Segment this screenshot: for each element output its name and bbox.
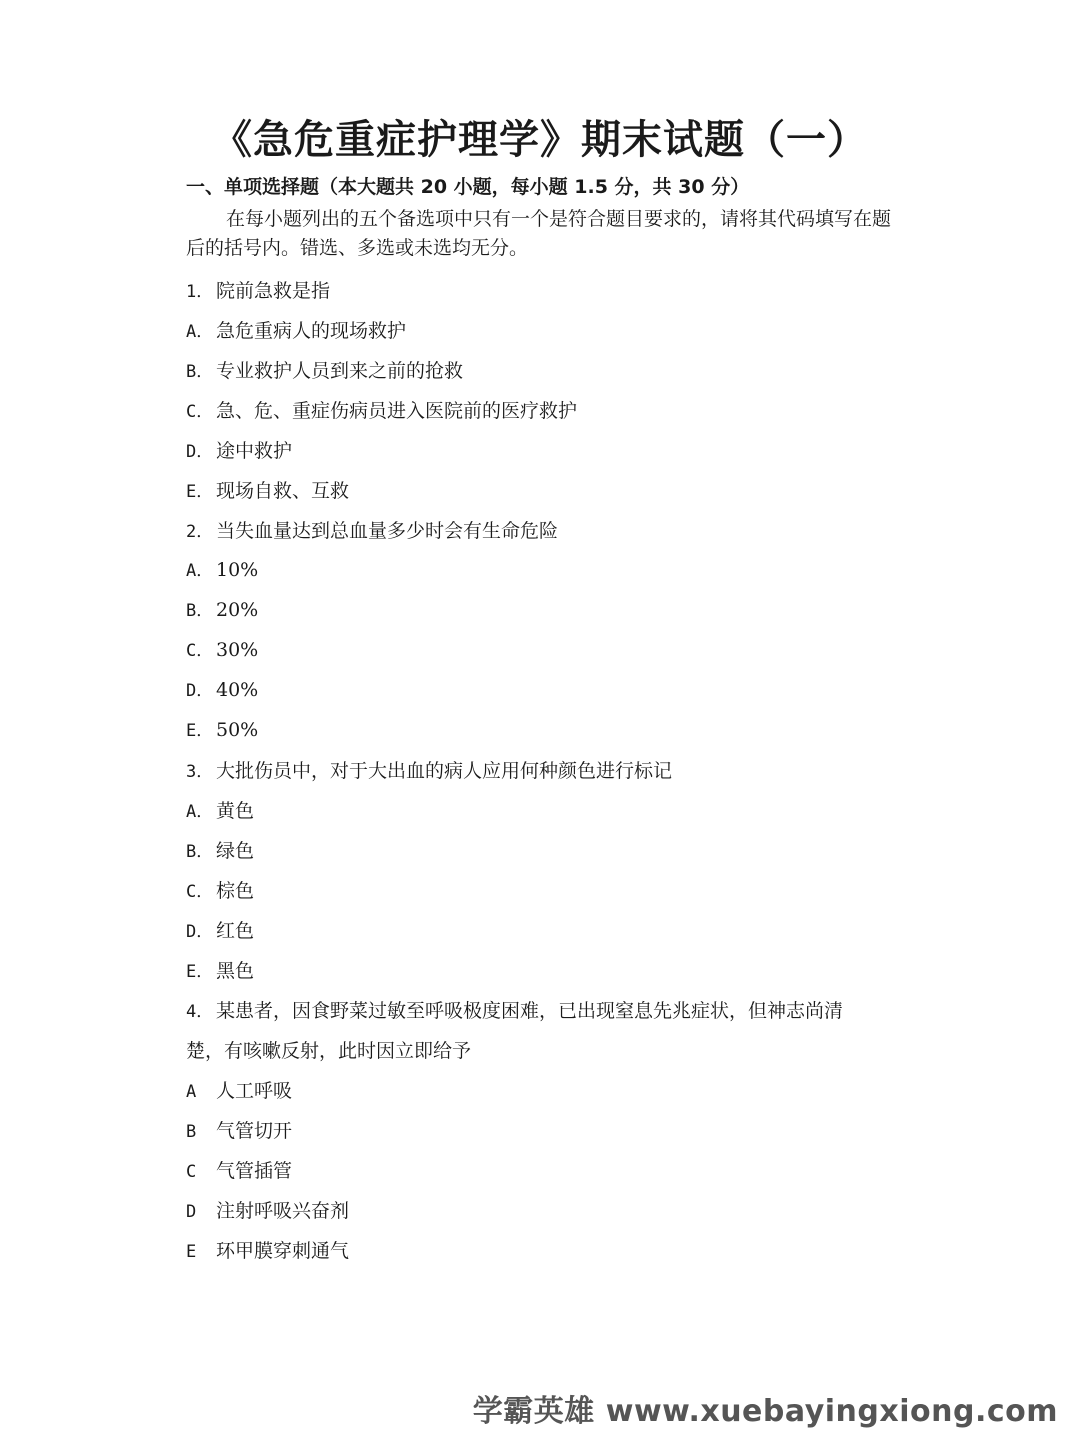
option-2e [186, 716, 258, 741]
option-label: C． [186, 641, 214, 661]
option-3b [186, 836, 254, 863]
option-text: 环甲膜穿刺通气 [216, 1240, 350, 1262]
option-text: 急危重病人的现场救护 [216, 320, 407, 342]
option-label: D [186, 1202, 197, 1222]
question-number: 2． [186, 522, 214, 542]
option-text: 30% [216, 639, 259, 661]
question-number: 4． [186, 1002, 214, 1022]
option-label: C． [186, 402, 214, 422]
option-2a [186, 556, 258, 581]
option-label: A． [186, 322, 214, 342]
option-label: E． [186, 721, 214, 741]
option-text: 20% [216, 599, 259, 621]
option-3c [186, 876, 254, 903]
option-text: 注射呼吸兴奋剂 [216, 1200, 350, 1222]
site-watermark: 学霸英雄 www.xuebayingxiong.com [472, 1394, 1058, 1429]
option-1b [186, 356, 463, 383]
option-1d [186, 436, 292, 463]
option-label: B． [186, 842, 214, 862]
option-label: D． [186, 681, 214, 701]
question-4 [186, 996, 843, 1023]
option-label: B． [186, 362, 214, 382]
option-2d [186, 676, 258, 701]
option-label: A [186, 1082, 197, 1102]
option-label: E． [186, 482, 214, 502]
option-text: 棕色 [216, 880, 255, 902]
option-text: 急、危、重症伤病员进入医院前的医疗救护 [216, 400, 578, 422]
question-2 [186, 516, 558, 543]
option-4d [186, 1196, 349, 1223]
option-4a [186, 1076, 292, 1103]
question-text: 当失血量达到总血量多少时会有生命危险 [216, 520, 559, 542]
option-text: 10% [216, 559, 259, 581]
option-2c [186, 636, 258, 661]
option-4e [186, 1236, 349, 1263]
option-label: E． [186, 962, 214, 982]
option-4b [186, 1116, 292, 1143]
option-1e [186, 476, 349, 503]
instructions-paragraph: 在每小题列出的五个备选项中只有一个是符合题目要求的，请将其代码填写在题后的括号内。错选、多选或未选均无分。 [186, 208, 892, 259]
question-text: 大批伤员中，对于大出血的病人应用何种颜色进行标记 [216, 760, 673, 782]
option-3a [186, 796, 254, 823]
option-label: A． [186, 561, 214, 581]
option-text: 黄色 [216, 800, 255, 822]
option-label: A． [186, 802, 214, 822]
option-label: C． [186, 882, 214, 902]
question-4-continuation: 楚，有咳嗽反射，此时因立即给予 [186, 1040, 472, 1062]
option-text: 绿色 [216, 840, 255, 862]
option-text: 现场自救、互救 [216, 480, 350, 502]
option-1a [186, 316, 406, 343]
option-1c [186, 396, 577, 423]
option-text: 红色 [216, 920, 255, 942]
option-3d [186, 916, 254, 943]
question-1 [186, 276, 330, 303]
option-text: 气管切开 [216, 1120, 293, 1142]
option-text: 40% [216, 679, 259, 701]
question-text: 某患者，因食野菜过敏至呼吸极度困难，已出现窒息先兆症状，但神志尚清 [216, 1000, 844, 1022]
option-4c [186, 1156, 292, 1183]
question-number: 1． [186, 282, 214, 302]
question-number: 3． [186, 762, 214, 782]
option-text: 途中救护 [216, 440, 293, 462]
question-3 [186, 756, 672, 783]
option-label: B． [186, 601, 214, 621]
exam-title: 《急危重症护理学》期末试题（一） [212, 117, 868, 163]
section-heading: 一、单项选择题（本大题共 20 小题，每小题 1.5 分，共 30 分） [186, 176, 750, 198]
option-text: 气管插管 [216, 1160, 293, 1182]
option-3e [186, 956, 254, 983]
option-text: 50% [216, 719, 259, 741]
option-text: 专业救护人员到来之前的抢救 [216, 360, 464, 382]
option-label: B [186, 1122, 197, 1142]
option-label: D． [186, 442, 214, 462]
option-label: E [186, 1242, 197, 1262]
option-2b [186, 596, 258, 621]
option-text: 黑色 [216, 960, 255, 982]
option-text: 人工呼吸 [216, 1080, 293, 1102]
question-text: 院前急救是指 [216, 280, 331, 302]
option-label: D． [186, 922, 214, 942]
option-label: C [186, 1162, 197, 1182]
